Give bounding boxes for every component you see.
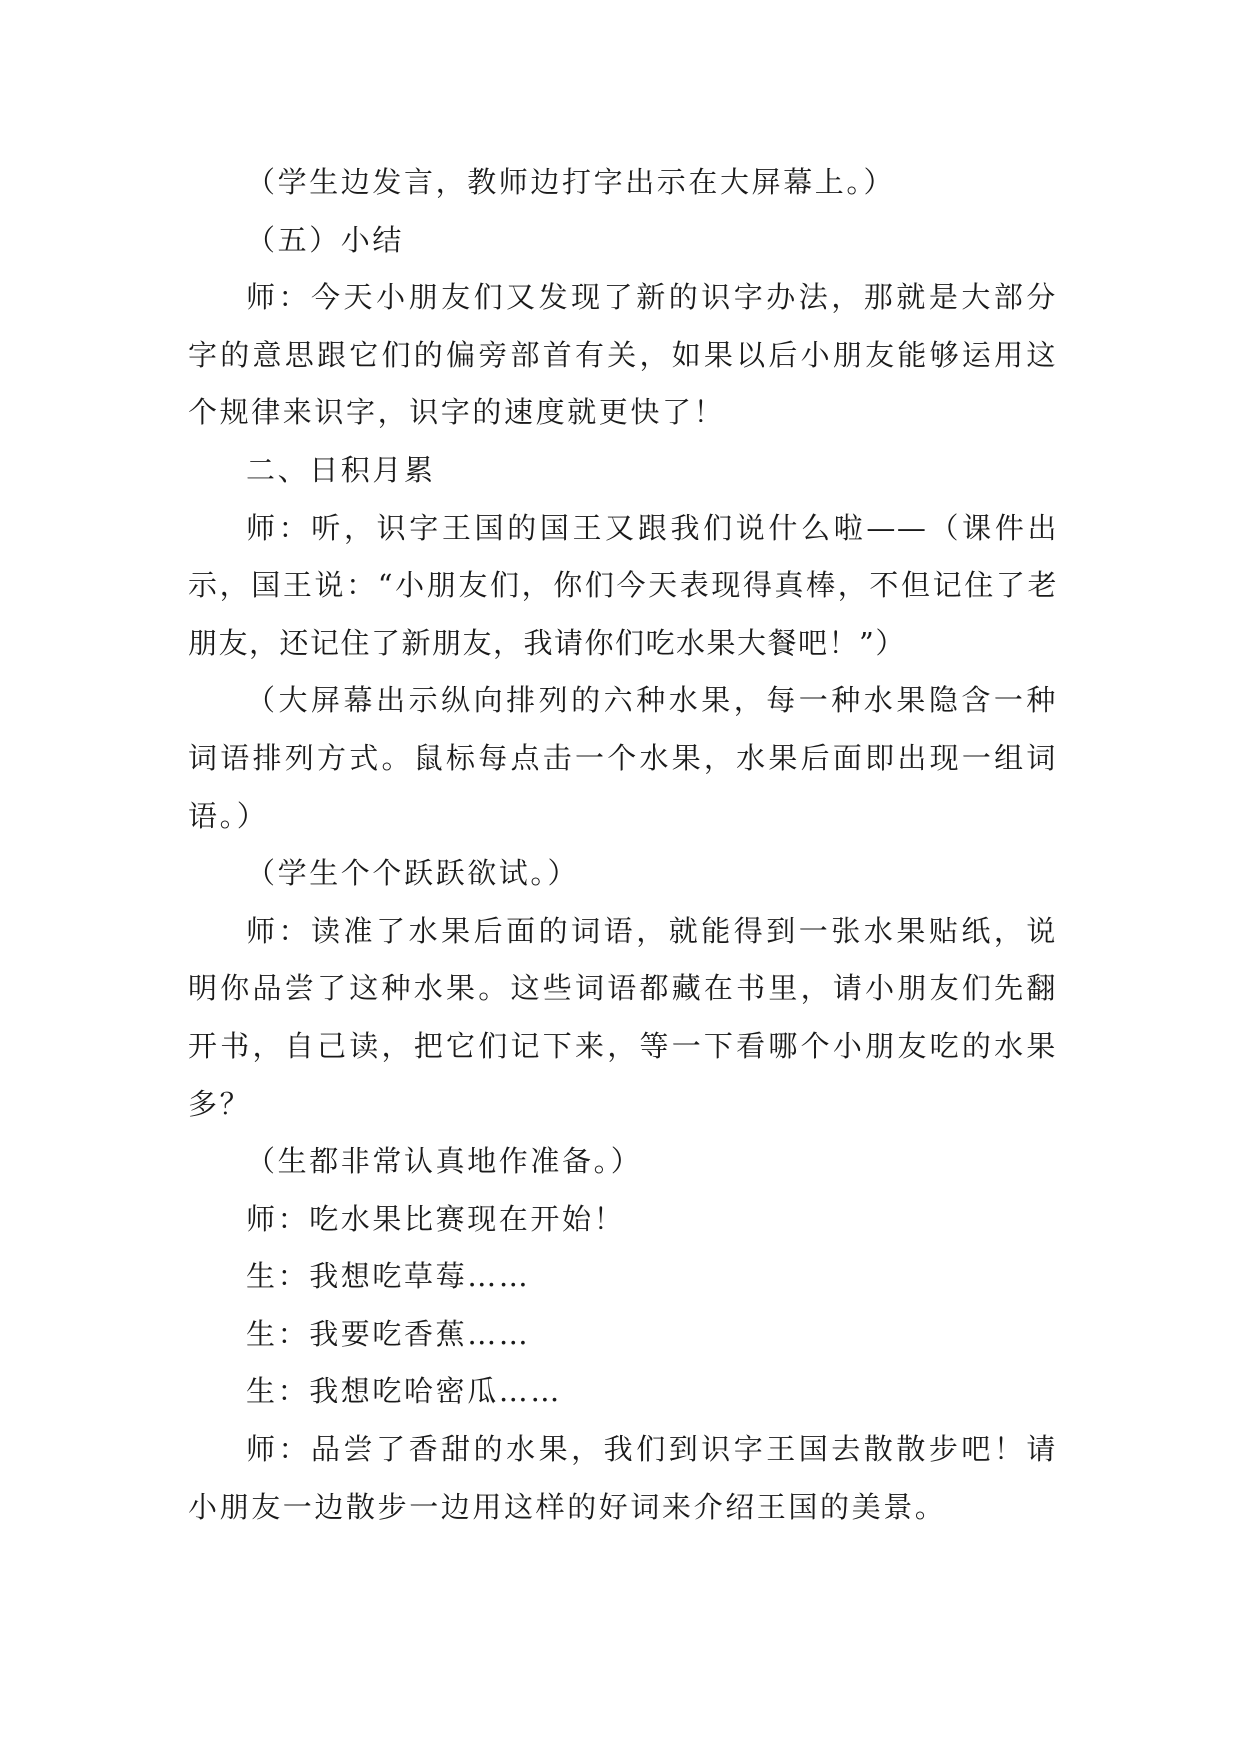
- paragraph: 生：我想吃哈密瓜……: [246, 1374, 563, 1409]
- paragraph: 师：读准了水果后面的词语，就能得到一张水果贴纸，说明你品尝了这种水果。这些词语都藏在书里，请小朋友们先翻开书，自己读，把它们记下来，等一下看哪个小朋友吃的水果多？: [188, 913, 1058, 1121]
- paragraph: 生：我要吃香蕉……: [246, 1316, 531, 1351]
- paragraph: （大屏幕出示纵向排列的六种水果，每一种水果隐含一种词语排列方式。鼠标每点击一个水果，水果后面即出现一组词语。）: [188, 683, 1058, 833]
- section-heading: （五）小结: [246, 222, 405, 257]
- paragraph: （学生边发言，教师边打字出示在大屏幕上。）: [246, 165, 896, 199]
- document-body: [188, 154, 1058, 1536]
- paragraph: 师：今天小朋友们又发现了新的识字办法，那就是大部分字的意思跟它们的偏旁部首有关，如果以后小朋友能够运用这个规律来识字，识字的速度就更快了！: [188, 280, 1058, 430]
- paragraph: （生都非常认真地作准备。）: [246, 1144, 643, 1179]
- section-heading: 二、日积月累: [246, 452, 436, 487]
- paragraph: 师：听，识字王国的国王又跟我们说什么啦——（课件出示，国王说：“小朋友们，你们今天表现得真棒，不但记住了老朋友，还记住了新朋友，我请你们吃水果大餐吧！”）: [188, 510, 1058, 660]
- paragraph: （学生个个跃跃欲试。）: [246, 856, 580, 891]
- paragraph: 生：我想吃草莓……: [246, 1259, 531, 1294]
- paragraph: 师：吃水果比赛现在开始！: [246, 1201, 626, 1236]
- paragraph: 师：品尝了香甜的水果，我们到识字王国去散散步吧！请小朋友一边散步一边用这样的好词来介绍王国的美景。: [188, 1432, 1058, 1524]
